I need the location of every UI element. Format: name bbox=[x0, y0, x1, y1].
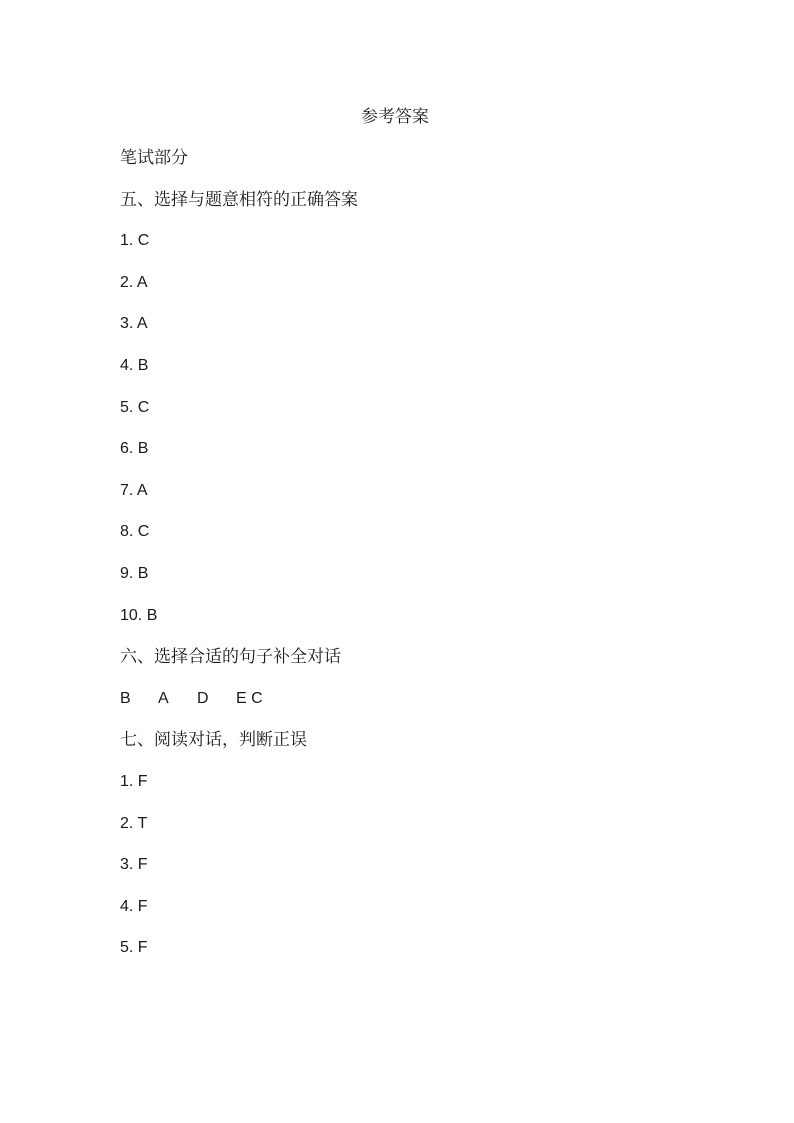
part6-answer-1: B bbox=[120, 689, 131, 707]
part6-answer-3: D bbox=[197, 689, 209, 707]
section-label: 笔试部分 bbox=[120, 148, 188, 167]
part5-answer-1: 1. C bbox=[120, 232, 150, 250]
part5-answer-3: 3. A bbox=[120, 315, 148, 333]
part6-heading: 六、选择合适的句子补全对话 bbox=[120, 647, 341, 667]
part7-answer-5: 5. F bbox=[120, 939, 148, 957]
part7-answer-4: 4. F bbox=[120, 897, 148, 915]
part7-answer-1: 1. F bbox=[120, 772, 148, 790]
answer-content bbox=[120, 146, 740, 978]
part6-answer-4: E C bbox=[236, 689, 263, 707]
page-title: 参考答案 bbox=[361, 107, 429, 126]
part5-answer-7: 7. A bbox=[120, 481, 148, 499]
part5-answer-8: 8. C bbox=[120, 523, 150, 541]
part7-answer-2: 2. T bbox=[120, 814, 148, 832]
part5-answer-2: 2. A bbox=[120, 273, 148, 291]
part5-answer-4: 4. B bbox=[120, 356, 149, 374]
part6-answer-row bbox=[120, 687, 740, 729]
part5-answer-9: 9. B bbox=[120, 564, 149, 582]
part7-heading: 七、阅读对话，判断正误 bbox=[120, 730, 307, 750]
part5-answer-6: 6. B bbox=[120, 440, 149, 458]
part5-answer-10: 10. B bbox=[120, 606, 158, 624]
part7-answer-3: 3. F bbox=[120, 856, 148, 874]
part5-answer-5: 5. C bbox=[120, 398, 150, 416]
part5-heading: 五、选择与题意相符的正确答案 bbox=[120, 189, 358, 209]
part6-answer-2: A bbox=[158, 689, 169, 707]
